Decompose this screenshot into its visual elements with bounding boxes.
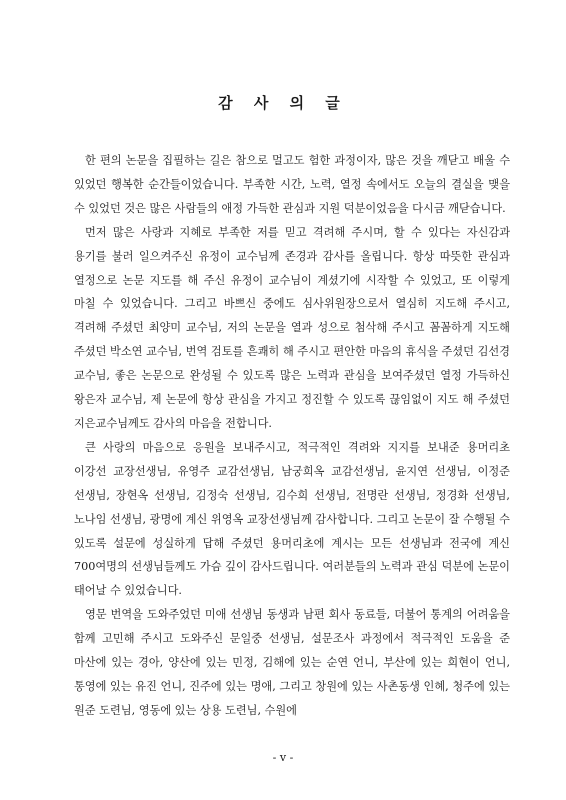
paragraph-intro: 한 편의 논문을 집필하는 길은 참으로 멀고도 험한 과정이자, 많은 것을 깨닫고 배울 수 있었던 행복한 순간들이었습니다. 부족한 시간, 노력, 열정 속에서도 오늘의 결실을 맺을 수 있었던 것은 많은 사람들의 애정 가득한 관심과 지원 덕분이었음을 다시금 깨닫습니다. [74,154,510,215]
paragraph-advisors: 먼저 많은 사랑과 지혜로 부족한 저를 믿고 격려해 주시며, 할 수 있다는 자신감과 용기를 불러 일으켜주신 유정이 교수님께 존경과 감사를 올립니다. 항상 따뜻한 관심과 열정으로 논문 지도를 해 주신 유정이 교수님이 계셨기에 시작할 수 있었고, 또 이렇게 마칠 수 있었습니다. 그리고 바쁘신 중에도 심사위원장으로서 열심히 지도해 주시고, 격려해 주셨던 최양미 교수님, 저의 논문을 열과 성으로 첨삭해 주시고 꼼꼼하게 지도해 주셨던 박소연 교수님, 번역 검토를 흔쾌히 해 주시고 편안한 마음의 휴식을 주셨던 김선경 교수님, 좋은 논문으로 완성될 수 있도록 많은 노력과 관심을 보여주셨던 열정 가득하신 왕은자 교수님, 제 논문에 항상 관심을 가지고 정진할 수 있도록 끊임없이 지도 해 주셨던 지은교수님께도 감사의 마음을 전합니다. [74,225,510,430]
page-number: - v - [272,751,294,764]
paragraph-colleagues: 큰 사랑의 마음으로 응원을 보내주시고, 적극적인 격려와 지지를 보내준 용머리초 이강선 교장선생님, 유영주 교감선생님, 남궁희옥 교감선생님, 윤지연 선생님, 이정준 선생님, 장현옥 선생님, 김정숙 선생님, 김수희 선생님, 전명란 선생님, 정경화 선생님, 노나임 선생님, 광명에 계신 위영옥 교장선생님께 감사합니다. 그리고 논문이 잘 수행될 수 있도록 설문에 성실하게 답해 주셨던 용머리초에 계시는 모든 선생님과 전국에 계신 700여명의 선생님들께도 가슴 깊이 감사드립니다. 여러분들의 노력과 관심 덕분에 논문이 태어날 수 있었습니다. [74,440,510,598]
page-title: 감 사 의 글 [218,94,348,112]
acknowledgement-body [74,149,510,723]
paragraph-helpers: 영문 번역을 도와주었던 미애 선생님 동생과 남편 회사 동료들, 더불어 통계의 어려움을 함께 고민해 주시고 도와주신 문일중 선생님, 설문조사 과정에서 적극적인 도움을 준 마산에 있는 경아, 양산에 있는 민정, 김해에 있는 순연 언니, 부산에 있는 희현이 언니, 통영에 있는 유진 언니, 진주에 있는 명애, 그리고 창원에 있는 사촌동생 인혜, 청주에 있는 원준 도련님, 영동에 있는 상용 도련님, 수원에 [74,608,510,717]
